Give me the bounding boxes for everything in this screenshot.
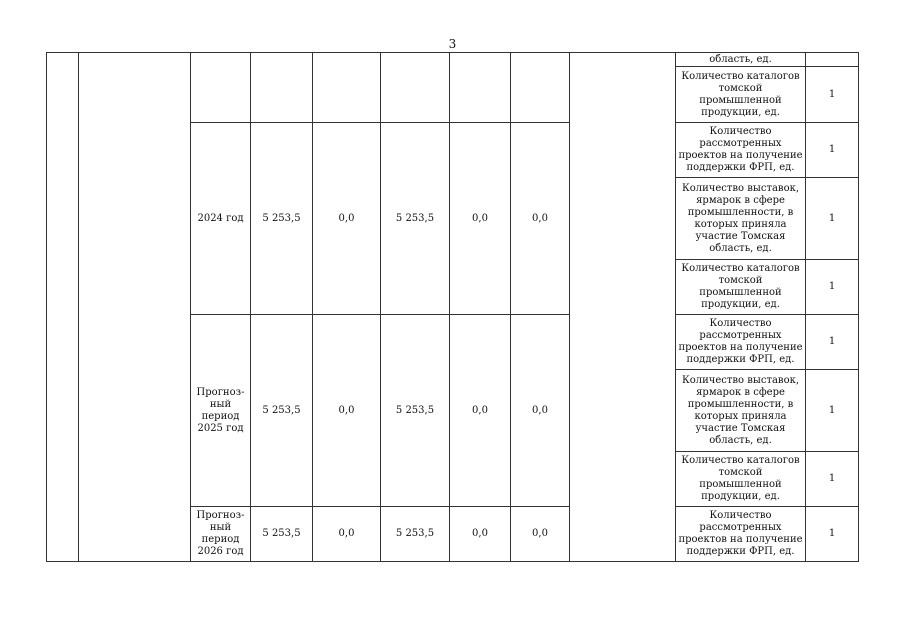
table-row xyxy=(47,53,859,67)
indicator-value-cell: 1 xyxy=(806,67,859,123)
value-cell: 0,0 xyxy=(450,507,511,562)
value-cell: 5 253,5 xyxy=(251,315,313,507)
period-label-cell: 2024 год xyxy=(191,123,251,315)
value-cell: 5 253,5 xyxy=(251,507,313,562)
indicator-cell: Количество выставок, ярмарок в сфере промышленности, в которых приняла участие Томская область, ед. xyxy=(676,178,806,260)
col-name-cell xyxy=(79,53,191,562)
value-cell-blank xyxy=(450,53,511,123)
indicator-value-cell: 1 xyxy=(806,507,859,562)
program-table xyxy=(46,52,859,562)
indicator-cell: Количество каталогов томской промышленной продукции, ед. xyxy=(676,452,806,507)
value-cell-blank xyxy=(251,53,313,123)
value-cell: 0,0 xyxy=(313,315,381,507)
value-cell: 0,0 xyxy=(313,123,381,315)
period-cell-blank xyxy=(191,53,251,123)
indicator-cell: Количество рассмотренных проектов на получение поддержки ФРП, ед. xyxy=(676,315,806,370)
indicator-value-cell: 1 xyxy=(806,315,859,370)
col-number-cell xyxy=(47,53,79,562)
value-cell: 0,0 xyxy=(511,123,570,315)
indicator-value-cell: 1 xyxy=(806,452,859,507)
page-number: 3 xyxy=(448,37,457,51)
value-cell: 0,0 xyxy=(450,123,511,315)
indicator-value-cell: 1 xyxy=(806,370,859,452)
indicator-cell: область, ед. xyxy=(676,53,806,67)
value-cell-blank xyxy=(381,53,450,123)
value-cell: 5 253,5 xyxy=(251,123,313,315)
indicator-cell: Количество каталогов томской промышленной продукции, ед. xyxy=(676,67,806,123)
indicator-cell: Количество рассмотренных проектов на получение поддержки ФРП, ед. xyxy=(676,123,806,178)
period-label-cell: Прогноз-ный период 2025 год xyxy=(191,315,251,507)
value-cell: 0,0 xyxy=(511,507,570,562)
indicator-value-cell: 1 xyxy=(806,178,859,260)
indicator-value-cell: 1 xyxy=(806,123,859,178)
value-cell: 0,0 xyxy=(450,315,511,507)
value-cell: 0,0 xyxy=(313,507,381,562)
executor-cell xyxy=(570,53,676,562)
indicator-cell: Количество каталогов томской промышленной продукции, ед. xyxy=(676,260,806,315)
indicator-value-cell xyxy=(806,53,859,67)
value-cell-blank xyxy=(511,53,570,123)
period-label-cell: Прогноз-ный период 2026 год xyxy=(191,507,251,562)
indicator-value-cell: 1 xyxy=(806,260,859,315)
value-cell: 5 253,5 xyxy=(381,507,450,562)
indicator-cell: Количество выставок, ярмарок в сфере промышленности, в которых приняла участие Томская область, ед. xyxy=(676,370,806,452)
value-cell: 0,0 xyxy=(511,315,570,507)
indicator-cell: Количество рассмотренных проектов на получение поддержки ФРП, ед. xyxy=(676,507,806,562)
value-cell: 5 253,5 xyxy=(381,315,450,507)
value-cell: 5 253,5 xyxy=(381,123,450,315)
value-cell-blank xyxy=(313,53,381,123)
